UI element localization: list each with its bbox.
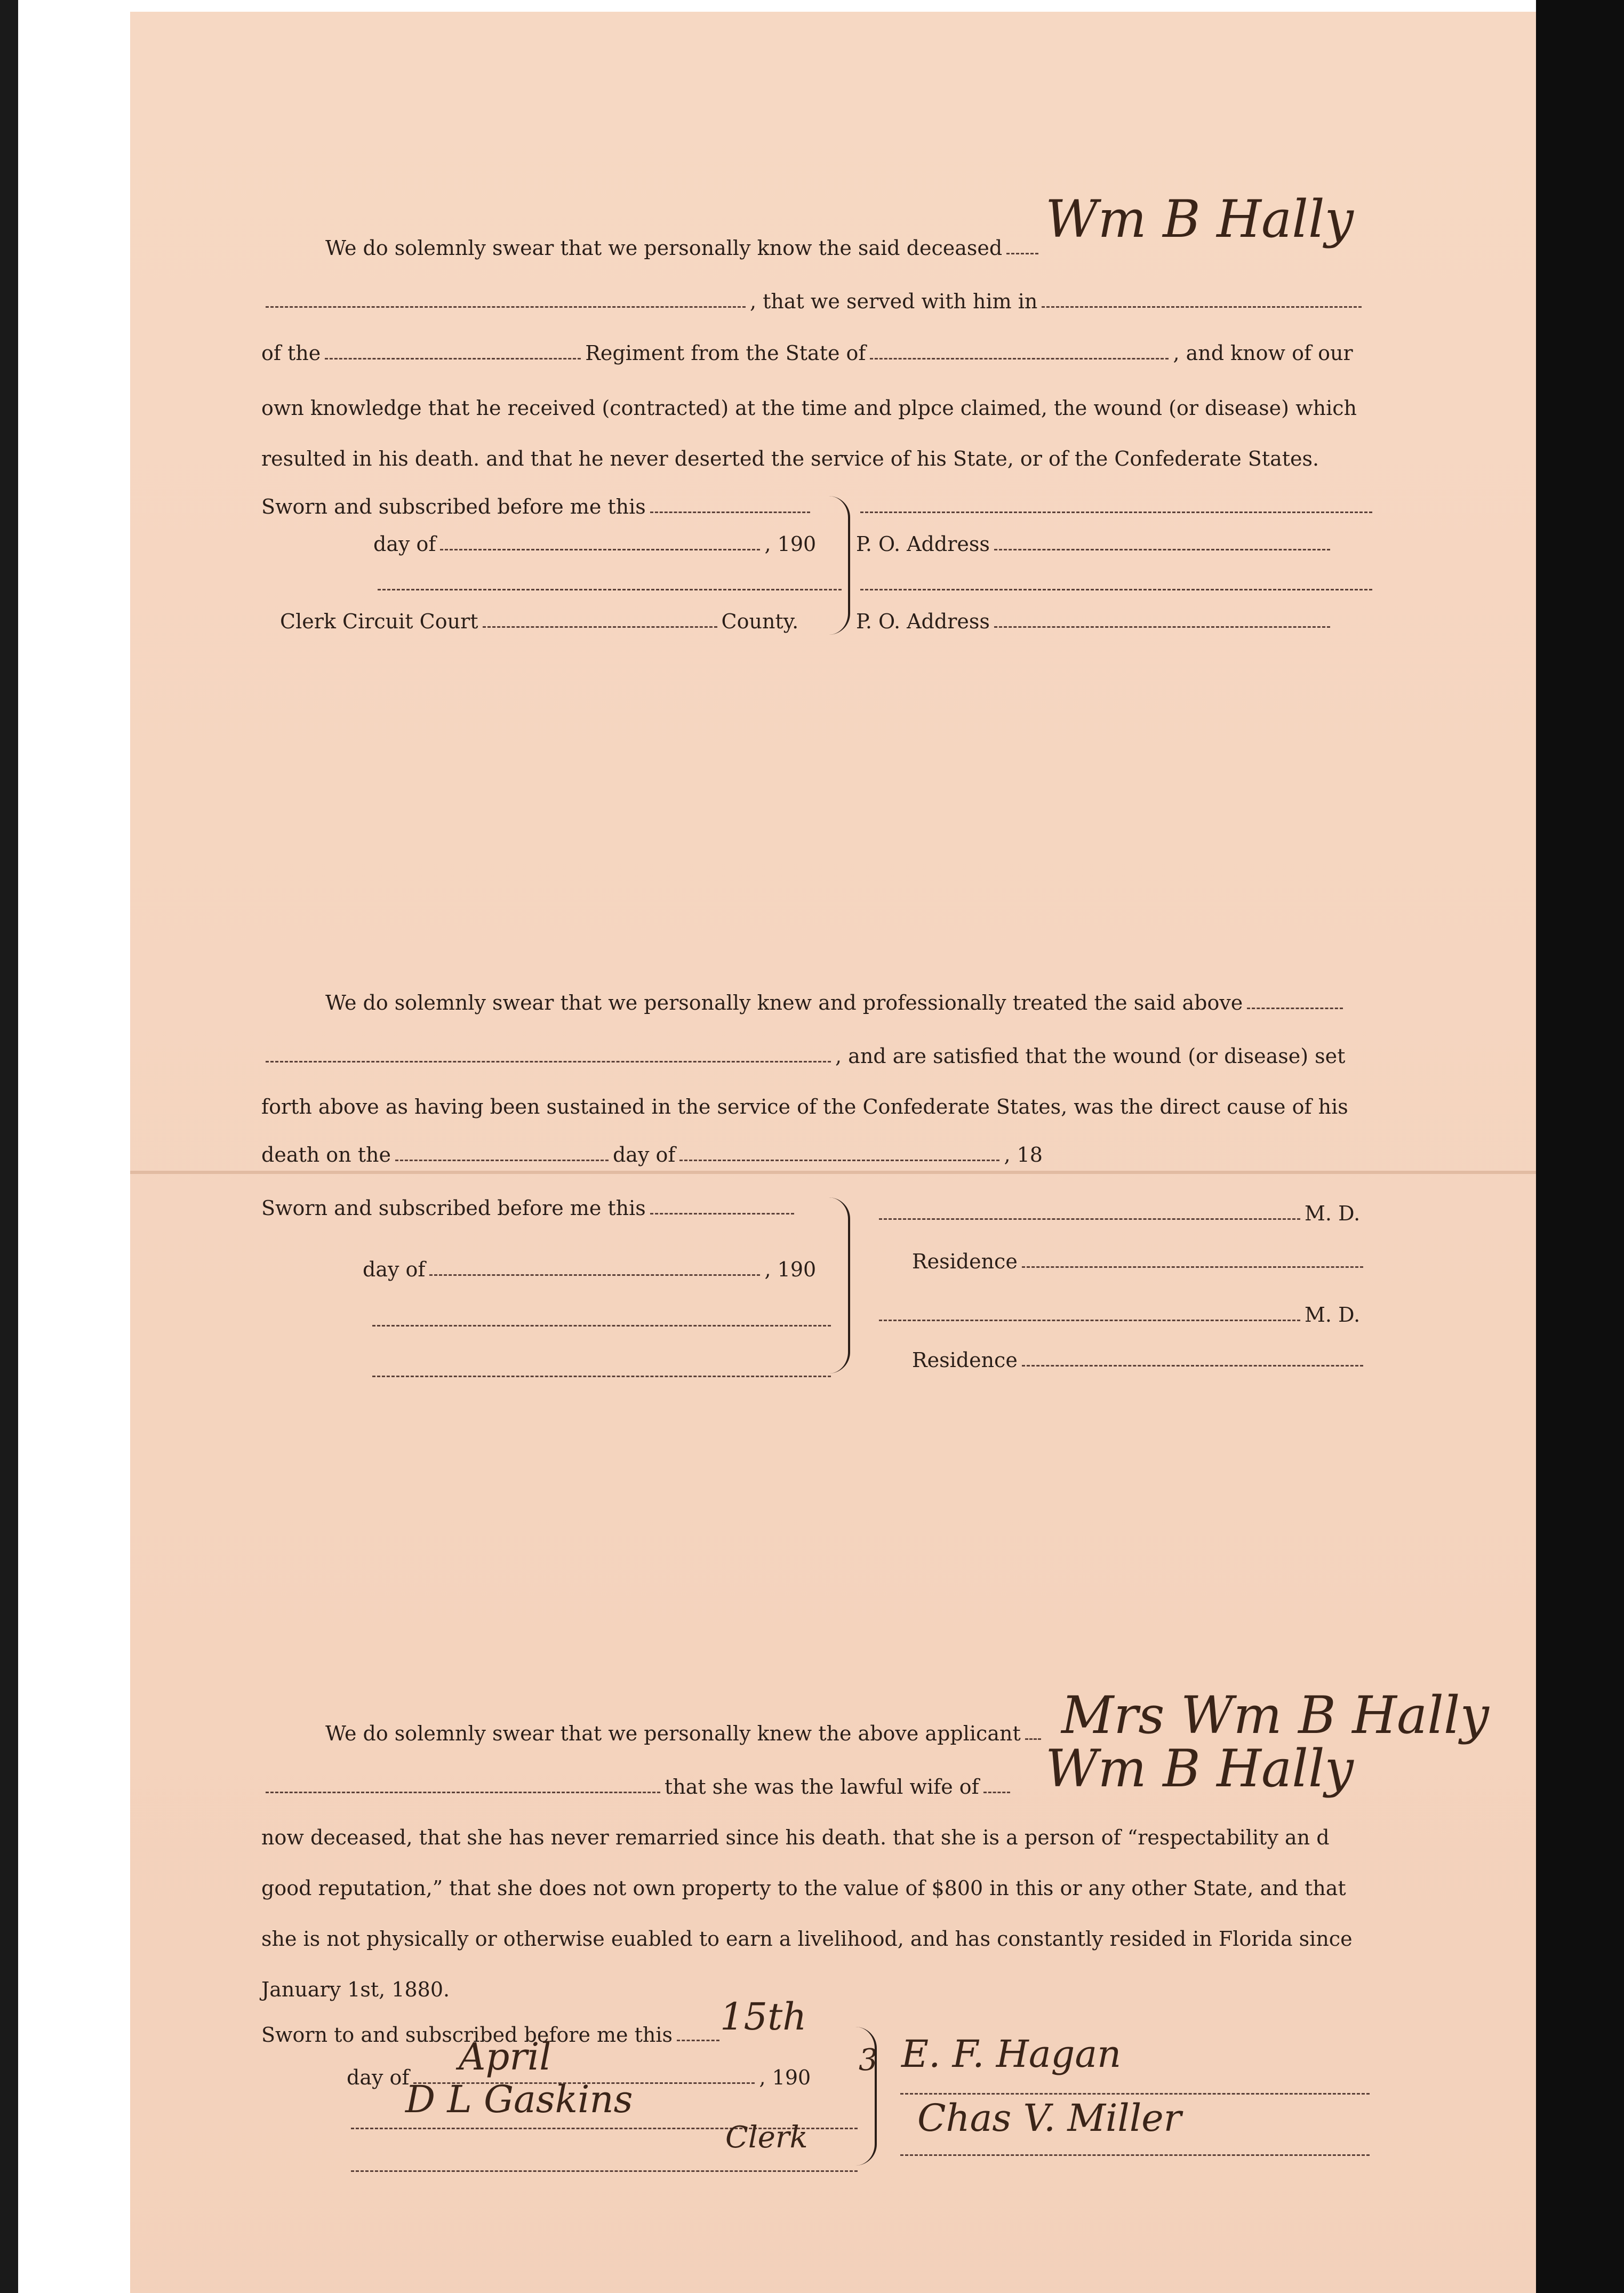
s2-line4: death on the day of , 18 [261, 1143, 1043, 1167]
s1-sig2 [856, 573, 1377, 595]
s2-md1: M. D. [875, 1203, 1360, 1224]
s3-sig1 [896, 2078, 1374, 2099]
s2-line2: , and are satisfied that the wound (or disease) set [261, 1045, 1345, 1067]
s3-line4: good reputation,” that she does not own property to the value of $800 in this or any other State, and that [261, 1876, 1346, 1900]
s3-line3: now deceased, that she has never remarried since his death. that she is a person of “respectability an d [261, 1826, 1330, 1849]
s2-res2: Residence [912, 1349, 1367, 1371]
witness-1-signature: E. F. Hagan [901, 2032, 1122, 2076]
s1-line2: , that we served with him in [261, 291, 1366, 312]
s1-po1: P. O. Address [856, 533, 1334, 555]
sworn-month: April [459, 2035, 551, 2079]
sworn-year-digit: 3 [859, 2043, 878, 2078]
s1-po2: P. O. Address [856, 611, 1334, 632]
s2-md2: M. D. [875, 1304, 1360, 1325]
s3-blank2 [347, 2155, 862, 2176]
s1-line4: own knowledge that he received (contracted) at the time and plpce claimed, the wound (or disease) which [261, 396, 1357, 420]
s1-clerk: Clerk Circuit Court County. [280, 610, 799, 633]
clerk-signature: D L Gaskins [405, 2078, 633, 2121]
s1-brace [821, 496, 850, 635]
witness-2-signature: Chas V. Miller [917, 2096, 1182, 2140]
s2-blank2 [368, 1360, 835, 1381]
clerk-title: Clerk [725, 2120, 808, 2155]
s1-sworn: Sworn and subscribed before me this [261, 496, 814, 517]
s2-day-of: day of , 190 [363, 1258, 817, 1281]
s1-blank [373, 573, 846, 595]
s3-brace [848, 2027, 877, 2166]
s3-sworn: Sworn to and subscribed before me this [261, 2024, 724, 2046]
s3-day-of: day of , 190 [347, 2066, 811, 2089]
s1-sig1 [856, 496, 1377, 517]
deceased-name: Wm B Hally [1045, 189, 1354, 249]
s2-line3: forth above as having been sustained in the service of the Confederate States, was the direct cause of his [261, 1095, 1348, 1118]
s2-sworn: Sworn and subscribed before me this [261, 1197, 798, 1219]
s3-line1: We do solemnly swear that we personally knew the above applicant [325, 1723, 1045, 1744]
s1-line3: of the Regiment from the State of , and know of our [261, 341, 1353, 365]
applicant-name: Mrs Wm B Hally [1061, 1685, 1489, 1745]
s1-day-of: day of , 190 [373, 532, 817, 556]
s3-line2: that she was the lawful wife of [261, 1776, 1014, 1797]
paper-fold [130, 1171, 1536, 1174]
s1-line1: We do solemnly swear that we personally know the said deceased [325, 237, 1043, 259]
s3-sig2 [896, 2139, 1374, 2160]
s2-blank1 [368, 1309, 835, 1331]
s2-res1: Residence [912, 1251, 1367, 1272]
s2-brace [821, 1197, 850, 1373]
s3-line6: January 1st, 1880. [261, 1978, 450, 2001]
scan-right-edge [1536, 0, 1624, 2293]
scan-left-edge [0, 0, 18, 2293]
s1-line5: resulted in his death. and that he never deserted the service of his State, or of the Confederate States. [261, 447, 1319, 470]
sworn-day: 15th [720, 1995, 807, 2039]
husband-name: Wm B Hally [1045, 1739, 1354, 1799]
s2-line1: We do solemnly swear that we personally knew and professionally treated the said above [325, 992, 1347, 1013]
s3-line5: she is not physically or otherwise euabled to earn a livelihood, and has constantly resided in Florida since [261, 1927, 1353, 1951]
